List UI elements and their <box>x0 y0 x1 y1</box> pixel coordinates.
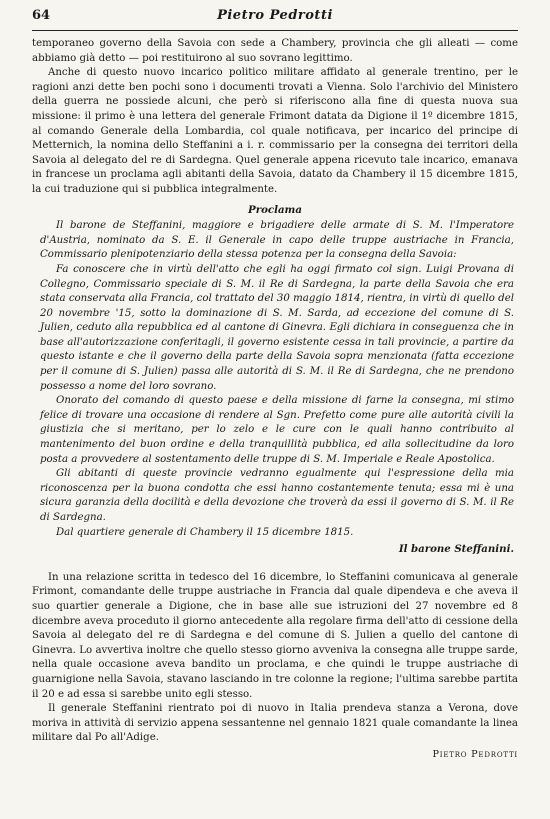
paragraph-3: In una relazione scritta in tedesco del 16 dicembre, lo Steffanini comunicava al generale Frimont, comandante delle truppe austriache in Francia dal quale dipendeva e che aveva il suo quartier generale a Digione, che in base alle sue istruzioni del 27 novembre ed 8 dicembre aveva proceduto il giorno antecedente alla regolare firma dell'atto di cessione della Savoia al delegato del re di Sardegna e del comune di S. Julien a quello del cantone di Ginevra. Lo avvertiva inoltre che quello stesso giorno avveniva la consegna alle truppe sarde, nella quale occasione aveva bandito un proclama, e che quindi le truppe austriache di guarnigione nella Savoia, stavano lasciando in tre colonne la regione; l'ultima sarebbe partita il 20 e ad essa si sarebbe unito egli stesso. <box>32 571 518 700</box>
quote-paragraph-4: Gli abitanti di queste provincie vedranno egualmente qui l'espressione della mia riconoscenza per la buona condotta che essi hanno costantemente tenuta; essa mi è una sicura garanzia della docilità e della devozione che troverà da essi il governo di S. M. il Re di Sardegna. <box>40 468 514 523</box>
proclama-title: Proclama <box>248 203 302 216</box>
paragraph-4: Il generale Steffanini rientrato poi di nuovo in Italia prendeva stanza a Verona, dove moriva in attività di servizio appena sessantenne nel gennaio 1821 quale comandante la linea militare dal Po all'Adige. <box>32 703 518 744</box>
proclama-quote <box>32 219 518 540</box>
quote-paragraph-2: Fa conoscere che in virtù dell'atto che egli ha oggi firmato col sign. Luigi Provana di Collegno, Commissario speciale di S. M. il Re di Sardegna, la parte della Savoia che era stata conservata alla Francia, col trattato del 30 maggio 1814, rientra, in virtù di quello del 20 novembre '15, sotto la dominazione di S. M. Sarda, ad eccezione del comune di S. Julien, ceduto alla repubblica ed al cantone di Ginevra. Egli dichiara in conseguenza che in base all'autorizzazione conferitagli, il governo esistente cessa in tali provincie, a partire da questo istante e che il governo della parte della Savoia sopra menzionata (fatta eccezione per il comune di S. Julien) passa alle autorità di S. M. il Re di Sardegna, che ne prendono possesso a nome del loro sovrano. <box>40 263 514 392</box>
proclama-signature: Il barone Steffanini. <box>398 543 514 556</box>
article-body <box>32 37 518 763</box>
header-rule <box>32 30 518 31</box>
page-header <box>32 8 518 32</box>
quote-paragraph-3: Onorato del comando di questo paese e della missione di farne la consegna, mi stimo felice di trovare una occasione di rendere al Sgn. Prefetto come pure alle autorità civili la giustizia che si meritano, per lo zelo e le cure con le quali hanno contribuito al mantenimento del buon ordine e della tranquillità pubblica, ed alla sollecitudine da loro posta a provvedere al sostentamento delle truppe di S. M. Imperiale e Reale Apostolica. <box>40 395 514 465</box>
paragraph-1: temporaneo governo della Savoia con sede a Chambery, provincia che gli alleati — come abbiamo già detto — poi restituirono al suo sovrano legittimo. <box>32 38 518 64</box>
running-head: Pietro Pedrotti <box>217 8 333 23</box>
page-number: 64 <box>32 8 51 23</box>
quote-paragraph-1: Il barone de Steffanini, maggiore e brigadiere delle armate di S. M. l'Imperatore d'Austria, nominato da S. E. il Generale in capo delle truppe austriache in Francia, Commissario plenipotenziario della stessa potenza per la consegna della Savoia: <box>40 220 514 261</box>
paragraph-2: Anche di questo nuovo incarico politico militare affidato al generale trentino, per le ragioni anzi dette ben pochi sono i documenti trovati a Vienna. Solo l'archivio del Ministero della guerra ne possiede alcuni, che però si riferiscono alla fine di questa nuova sua missione: il primo è una lettera del generale Frimont datata da Digione il 1º dicembre 1815, al comando Generale della Lombardia, col quale notificava, per incarico del principe di Metternich, la nomina dello Steffanini a i. r. commissario per la consegna dei territori della Savoia al delegato del re di Sardegna. Quel generale appena ricevuto tale incarico, emanava in francese un proclama agli abitanti della Savoia, datato da Chambery il 15 dicembre 1815, la cui traduzione qui si pubblica integralmente. <box>32 67 518 195</box>
quote-date-line: Dal quartiere generale di Chambery il 15 dicembre 1815. <box>56 526 354 538</box>
author-signature: Pietro Pedrotti <box>432 748 518 760</box>
